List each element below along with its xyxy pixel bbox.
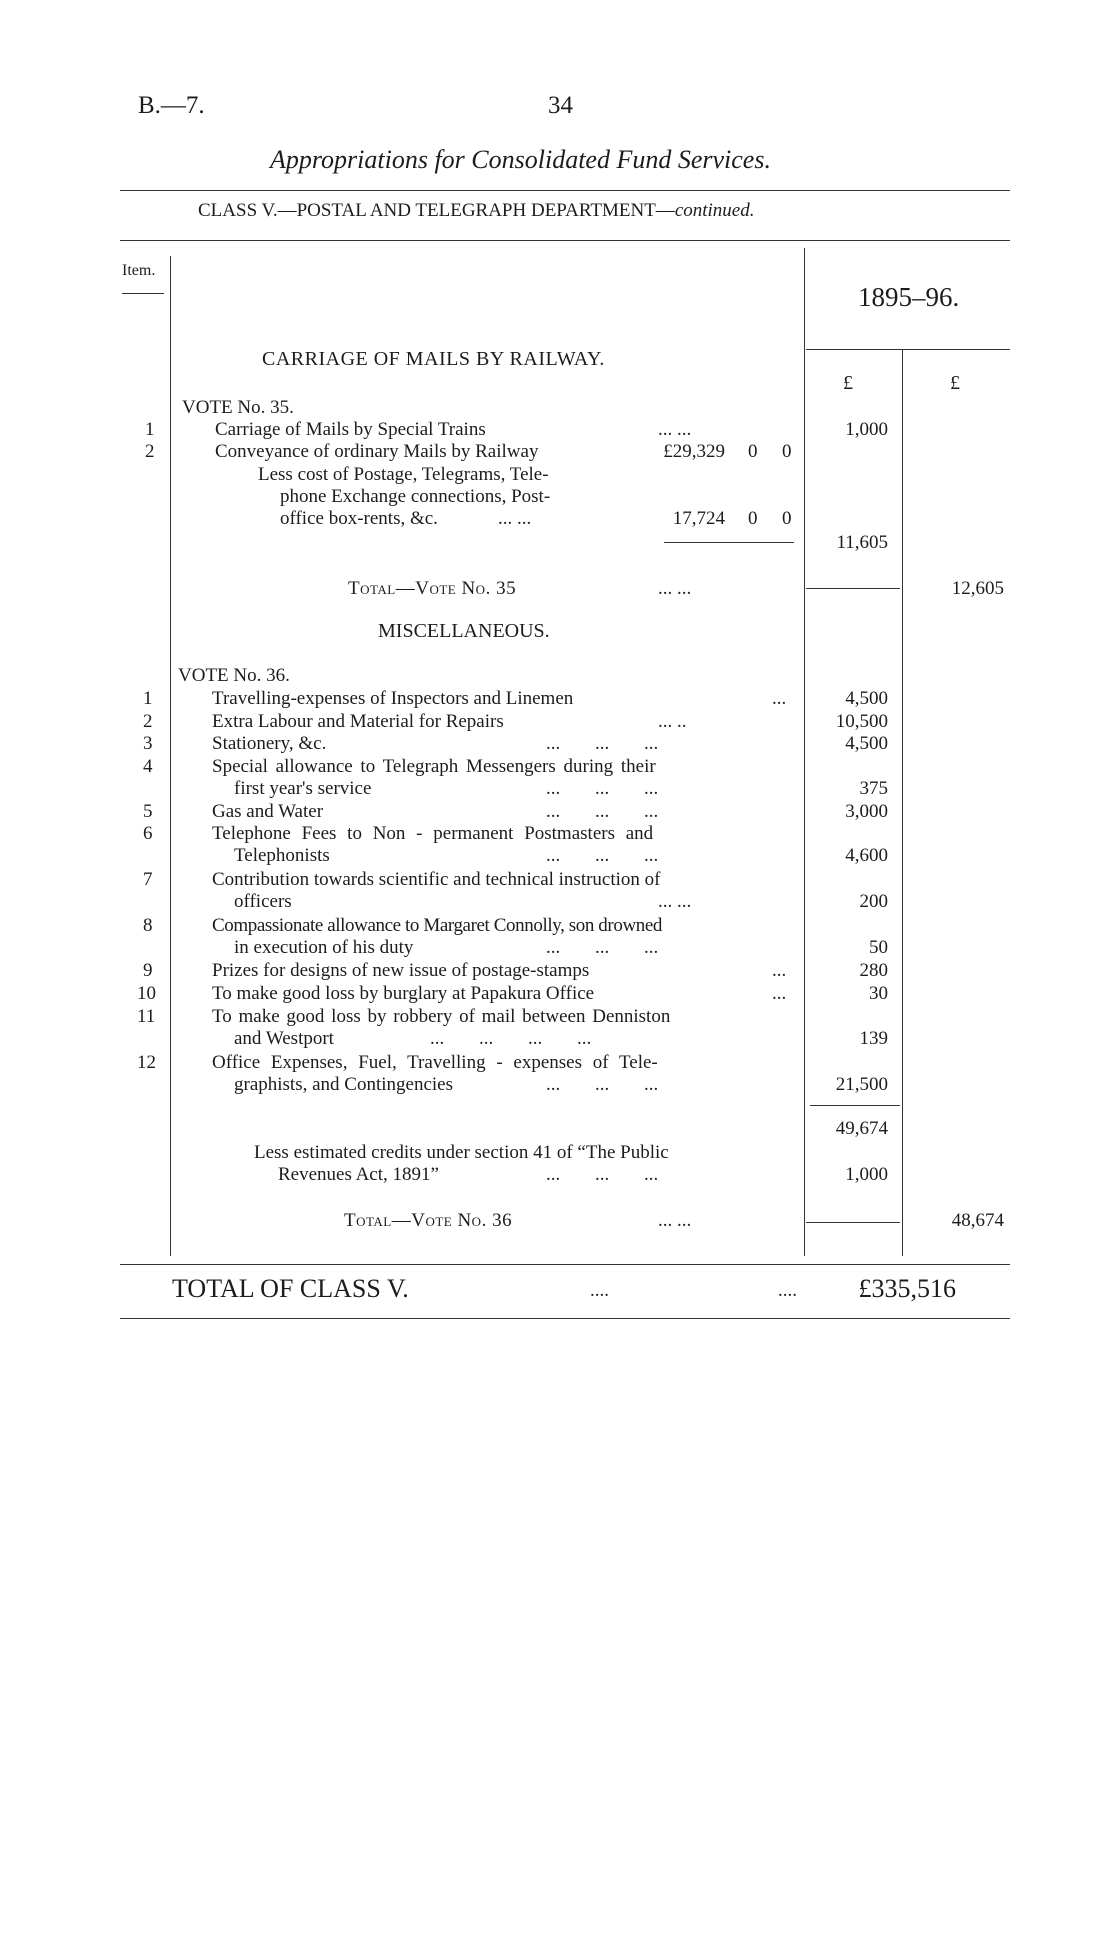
misc-item-amount: 3,000 [845, 801, 888, 822]
misc-item-text-cont: Telephonists [234, 845, 330, 866]
misc-item-num: 6 [143, 823, 153, 844]
railway-item-num: 2 [145, 441, 155, 462]
vote-36-label: VOTE No. 36. [178, 665, 290, 686]
rule-above-class-total [120, 1264, 1010, 1265]
misc-item-num: 7 [143, 869, 153, 890]
misc-item-num: 5 [143, 801, 153, 822]
railway-less-line: Less cost of Postage, Telegrams, Tele- [258, 464, 549, 485]
misc-item-amount: 139 [859, 1028, 888, 1049]
misc-heading: MISCELLANEOUS. [378, 620, 550, 642]
class-heading [198, 200, 755, 222]
railway-item-text: Conveyance of ordinary Mails by Railway [215, 441, 539, 462]
misc-item-amount: 10,500 [835, 711, 888, 732]
misc-item-text: Special allowance to Telegraph Messengers during their [212, 756, 656, 777]
rule-under-heading [120, 240, 1010, 241]
misc-item-num: 10 [137, 983, 156, 1004]
misc-item-num: 11 [137, 1006, 156, 1027]
misc-item-amount: 200 [859, 891, 888, 912]
class-heading-text: CLASS V.—POSTAL AND TELEGRAPH DEPARTMENT— [198, 200, 675, 221]
misc-item-dots: ... ... ... [546, 937, 659, 958]
misc-item-amount: 21,500 [835, 1074, 888, 1095]
misc-item-text-cont: in execution of his duty [234, 937, 414, 958]
misc-item-text: To make good loss by burglary at Papakura Office [212, 983, 595, 1004]
railway-net-amount: 11,605 [836, 532, 888, 553]
railway-item-text: Carriage of Mails by Special Trains [215, 419, 486, 440]
currency-label-2: £ [950, 372, 960, 394]
amount-column-line-mid [902, 350, 903, 1256]
misc-item-num: 8 [143, 915, 153, 936]
misc-item-dots: ... ... ... [546, 845, 659, 866]
doc-ref: B.—7. [138, 92, 205, 119]
railway-heading: CARRIAGE OF MAILS BY RAILWAY. [262, 348, 605, 370]
class-total-dots: .... [590, 1280, 609, 1301]
railway-less-rule [664, 542, 794, 543]
vote-35-total-amount: 12,605 [951, 578, 1004, 599]
class-total-amount: £335,516 [858, 1274, 956, 1303]
railway-item-amount: 1,000 [845, 419, 888, 440]
misc-item-dots: ... [772, 983, 787, 1004]
railway-less-pence: 0 [782, 508, 792, 529]
misc-item-amount: 280 [859, 960, 888, 981]
vote-35-total-label: Total—Vote No. 35 [348, 578, 517, 599]
amount-column-line-left [804, 248, 805, 1256]
railway-less-pounds: 17,724 [672, 508, 725, 529]
railway-conveyance-shillings: 0 [748, 441, 758, 462]
misc-item-num: 9 [143, 960, 153, 981]
item-column-header: Item. [122, 262, 156, 279]
misc-item-num: 12 [137, 1052, 156, 1073]
misc-item-amount: 4,500 [845, 733, 888, 754]
vote-35-label: VOTE No. 35. [182, 397, 294, 418]
year-header: 1895–96. [858, 282, 960, 312]
misc-item-amount: 4,600 [845, 845, 888, 866]
misc-item-text: Travelling-expenses of Inspectors and Linemen [212, 688, 574, 709]
misc-item-num: 2 [143, 711, 153, 732]
misc-item-dots: ... ... ... [546, 733, 659, 754]
misc-item-text: Contribution towards scientific and technical instruction of [212, 869, 661, 890]
item-header-rule [122, 293, 164, 294]
railway-item-num: 1 [145, 419, 155, 440]
item-column-line [170, 256, 171, 1256]
misc-subtotal: 49,674 [835, 1118, 888, 1139]
misc-item-text-cont: first year's service [234, 778, 372, 799]
vote-36-total-rule [806, 1222, 900, 1223]
misc-less-line-cont: Revenues Act, 1891” [278, 1164, 439, 1185]
page-title: Appropriations for Consolidated Fund Services. [270, 145, 771, 174]
misc-item-dots: ... ... [658, 891, 692, 912]
class-total-dots: .... [778, 1280, 797, 1301]
vote-35-total-rule [806, 588, 900, 589]
misc-item-text-cont: officers [234, 891, 292, 912]
misc-item-text-cont: graphists, and Contingencies [234, 1074, 453, 1095]
misc-item-text: Telephone Fees to Non - permanent Postmasters and [212, 823, 654, 844]
vote-36-total-label: Total—Vote No. 36 [344, 1210, 513, 1231]
rule-below-class-total [120, 1318, 1010, 1319]
misc-item-dots: ... ... ... ... [430, 1028, 592, 1049]
misc-item-amount: 375 [859, 778, 888, 799]
misc-item-text-cont: and Westport [234, 1028, 334, 1049]
misc-item-amount: 30 [869, 983, 888, 1004]
railway-conveyance-pence: 0 [782, 441, 792, 462]
misc-item-dots: ... ... ... [546, 778, 659, 799]
misc-item-num: 3 [143, 733, 153, 754]
page-number: 34 [548, 92, 573, 119]
railway-less-line: phone Exchange connections, Post- [280, 486, 551, 507]
currency-label-1: £ [843, 372, 853, 394]
vote-36-total-amount: 48,674 [951, 1210, 1004, 1231]
misc-subtotal-rule [810, 1105, 900, 1106]
misc-item-dots: ... ... ... [546, 1074, 659, 1095]
misc-less-line: Less estimated credits under section 41 of “The Public [254, 1142, 669, 1163]
rule-top [120, 190, 1010, 191]
year-header-rule [806, 349, 1010, 350]
misc-item-num: 4 [143, 756, 153, 777]
class-heading-continued: continued. [674, 200, 755, 221]
railway-less-line: office box-rents, &c. [280, 508, 438, 529]
misc-less-dots: ... ... ... [546, 1164, 659, 1185]
misc-less-amount: 1,000 [845, 1164, 888, 1185]
misc-item-text: Gas and Water [212, 801, 324, 822]
misc-item-dots: ... [772, 688, 787, 709]
railway-conveyance-pounds: £29,329 [663, 441, 725, 462]
misc-item-dots: ... [772, 960, 787, 981]
misc-item-text: Compassionate allowance to Margaret Connolly, son drowned [212, 915, 662, 936]
misc-item-text: Prizes for designs of new issue of postage-stamps [212, 960, 590, 981]
vote-35-total-dots: ... ... [658, 578, 692, 599]
misc-item-text: To make good loss by robbery of mail between Denniston [212, 1006, 671, 1027]
misc-item-text: Extra Labour and Material for Repairs [212, 711, 504, 732]
misc-item-amount: 50 [869, 937, 888, 958]
misc-item-text: Office Expenses, Fuel, Travelling - expenses of Tele- [212, 1052, 658, 1073]
misc-item-num: 1 [143, 688, 153, 709]
misc-item-dots: ... .. [658, 711, 687, 732]
railway-less-shillings: 0 [748, 508, 758, 529]
misc-item-text: Stationery, &c. [212, 733, 327, 754]
class-total-label: TOTAL OF CLASS V. [172, 1274, 409, 1303]
misc-item-dots: ... ... ... [546, 801, 659, 822]
railway-item-dots: ... ... [658, 419, 692, 440]
vote-36-total-dots: ... ... [658, 1210, 692, 1231]
misc-item-amount: 4,500 [845, 688, 888, 709]
railway-less-dots: ... ... [498, 508, 532, 529]
